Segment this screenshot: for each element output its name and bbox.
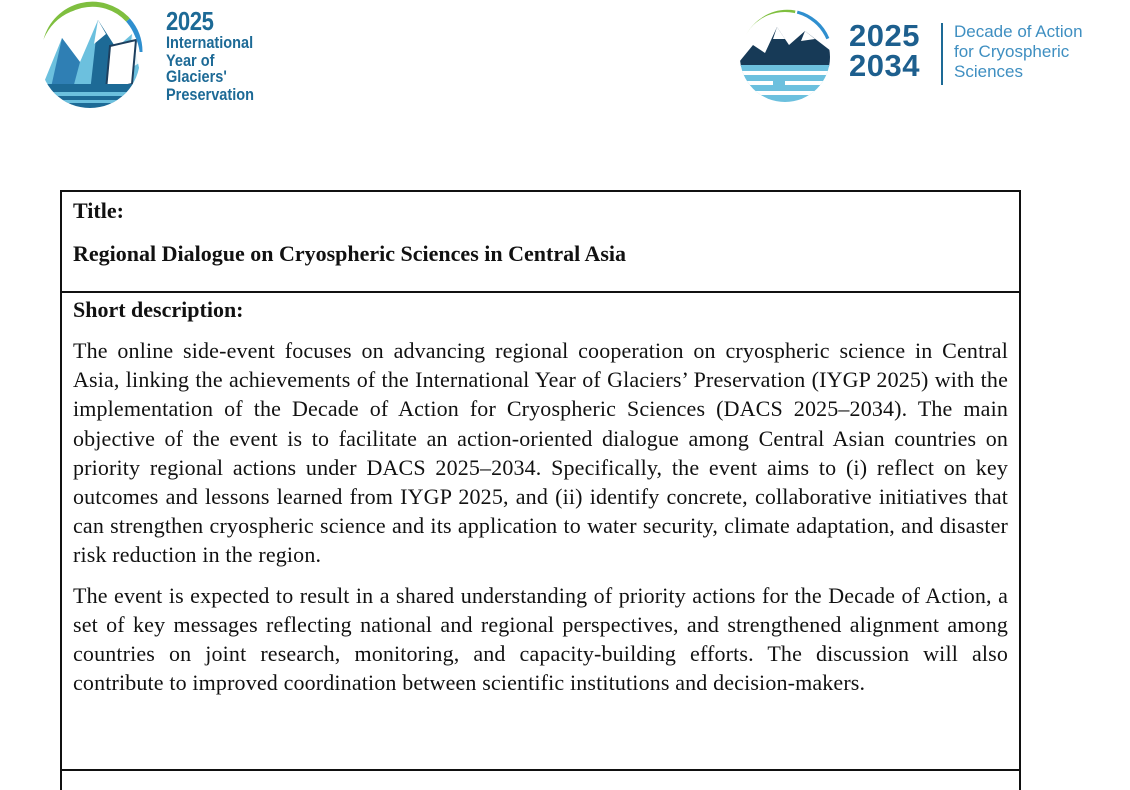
title-section xyxy=(62,192,1019,293)
description-label: Short description: xyxy=(73,297,244,322)
dacs-year-end: 2034 xyxy=(849,48,920,83)
description-paragraph-2: The event is expected to result in a shared understanding of priority actions for the Decade of Action, a set of key messages reflecting national and regional perspectives, and strengthened alignment among countries on joint research, monitoring, and capacity-building efforts. The discussion will also contribute to improved coordination between scientific institutions and decision-makers. xyxy=(73,582,1008,696)
iygp-year: 2025 xyxy=(166,6,214,36)
event-description-table xyxy=(60,190,1021,790)
dacs-divider xyxy=(941,23,943,85)
iygp-logo xyxy=(32,0,292,115)
dacs-years xyxy=(849,18,920,83)
dacs-name-line-3: Sciences xyxy=(954,62,1023,81)
dacs-wordmark xyxy=(954,22,1083,82)
iygp-line-1: International xyxy=(166,34,254,52)
dacs-name-line-2: for Cryospheric xyxy=(954,42,1070,61)
event-title: Regional Dialogue on Cryospheric Sciences in Central Asia xyxy=(73,241,627,266)
dacs-name-line-1: Decade of Action xyxy=(954,22,1083,41)
iygp-line-2: Year of Glaciers' xyxy=(166,51,227,86)
title-label: Title: xyxy=(73,198,124,223)
iygp-wordmark xyxy=(166,8,292,103)
description-section xyxy=(62,293,1019,697)
iygp-line-3: Preservation xyxy=(166,85,254,104)
dacs-logo xyxy=(735,5,1125,105)
table-row-divider xyxy=(60,769,1021,771)
dacs-year-start: 2025 xyxy=(849,18,920,53)
cryosphere-emblem-icon xyxy=(735,5,839,105)
glacier-emblem-icon xyxy=(32,0,157,112)
description-paragraph-1: The online side-event focuses on advancing regional cooperation on cryospheric science in Central Asia, linking the achievements of the International Year of Glaciers’ Preservation (IYGP 2025) with the implementation of the Decade of Action for Cryospheric Sciences (DACS 2025–2034). The main objective of the event is to facilitate an action-oriented dialogue among Central Asian countries on priority regional actions under DACS 2025–2034. Specifically, the event aims to (i) reflect on key outcomes and lessons learned from IYGP 2025, and (ii) identify concrete, collaborative initiatives that can strengthen cryospheric science and its application to water security, climate adaptation, and disaster risk reduction in the region. xyxy=(73,338,1008,568)
